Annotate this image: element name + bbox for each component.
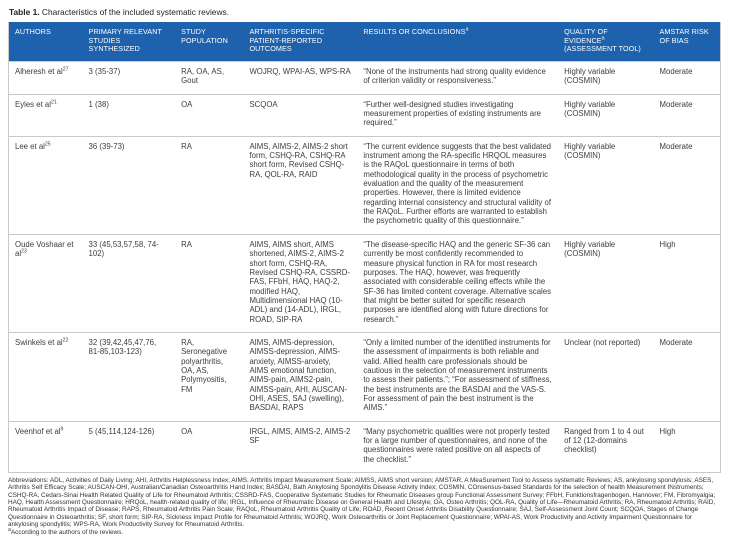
cell-author: Swinkels et $al^{22}$: [9, 332, 83, 421]
cell-population: OA: [175, 421, 243, 472]
table-row: [9, 332, 721, 421]
table-title: [9, 7, 721, 17]
table-header-row: [9, 22, 721, 61]
cell-outcomes: AIMS, AIMS short, AIMS shortened, AIMS-2, AIMS-2 short form, CSHQ-RA, Revised CSHQ-RA, CSSRD-FAS, FFbH, HAQ, HAQ-2, modified HAQ, Multidimensional HAQ (10-ADL) and (14-ADL), IRGL, ROAD, SIP-RA: [243, 234, 357, 332]
cell-amstar: Moderate: [654, 62, 721, 95]
cell-quality: Highly variable (COSMIN): [558, 234, 653, 332]
table-title-text: Characteristics of the included systematic reviews.: [41, 7, 230, 17]
cell-outcomes: IRGL, AIMS, AIMS-2, AIMS-2 SF: [243, 421, 357, 472]
footnote-text: According to the authors of the reviews.: [10, 529, 124, 537]
cell-amstar: High: [654, 234, 721, 332]
cell-results: “Only a limited number of the identified instruments for the assessment of impairments is both reliable and valid. Allied health care professionals should be cautious in the selection of measurement instruments to assess their patients.”; “For assessment of stiffness, the best instruments are the BASDAI and the VAS-S. For assessment of pain the best instrument is the AIMS.”: [357, 332, 558, 421]
cell-results: “Further well-designed studies investigating measurement properties of existing instruments are required.”: [357, 94, 558, 136]
table-title-label: Table 1.: [9, 7, 40, 17]
cell-primary-studies: 1 (38): [83, 94, 176, 136]
table-row: [9, 94, 721, 136]
cell-quality: Highly variable (COSMIN): [558, 94, 653, 136]
cell-author: Lee et $al^{25}$: [9, 136, 83, 234]
abbreviations-note: [8, 477, 721, 528]
cell-outcomes: AIMS, AIMS-2, AIMS-2 short form, CSHQ-RA, CSHQ-RA short form, Revised CSHQ-RA, QOL-RA, RAID: [243, 136, 357, 234]
footnote-marker: a: [8, 526, 11, 533]
cell-quality: Ranged from 1 to 4 out of 12 (12-domains checklist): [558, 421, 653, 472]
column-header: PRIMARY RELEVANT STUDIES SYNTHESIZED: [83, 22, 176, 61]
cell-results: “Many psychometric qualities were not properly tested for a large number of questionnaires, and none of the questionnaires were rated positive on all aspects of the checklist.”: [357, 421, 558, 472]
author-footnote: [8, 526, 721, 537]
column-header: QUALITY OF EVIDENCE$^a$ (ASSESSMENT TOOL): [558, 22, 653, 61]
column-header: RESULTS OR CONCLUSIONS$^a$: [357, 22, 558, 61]
abbreviations-text: Abbreviations: ADL, Activities of Daily Living; AHI, Arthritis Helplessness Index; AIMS, Arthritis Impact Measurement Scale; AIMSS, AIMS short version; AMSTAR, A MeaSurement Tool to Assess systematic Reviews; AS, ankylosing spondylosis; ASES, Arthritis Self Efficacy Scale; AUSCAN-OHI, Australian/Canadian Osteoarthritis Hand Index; BASDAI, Bath Ankylosing Spondylitis Disease Activity Index; COSMIN, COnsensus-based Standards for the selection of health Measurement INstruments; CSHQ-RA, Cedars-Sinai Health Related Quality of Life for Rheumatoid Arthritis; CSSRD-FAS, Cooperative Systematic Studies for Rheumatic Diseases group Functional Assessment Survey; FFbH, Funktionsfragenbogen, Hannover; FM, Fibromyalgia; HAQ, Health Assessment Questionnaire; HRQoL, health-related quality of life; IRGL, Influence of Rheumatic Disease on General Health and Lifestyle; OA, Osteo Arthritis; QOL-RA, Quality of Life—Rheumatoid Arthritis; RA, Rheumatoid Arthritis; RAID, Rheumatoid Arthritis Impact of Disease; RAPS, Rheumatoid Arthritis Pain Scale; RAQoL, Rheumatoid Arthritis Quality of Life; ROAD, Recent Onset Arthritis Disability Questionnaire; SAJ, Self-Assessment Joint Count; SCQOA, Stages of Change Questionnaire in Osteoarthritis; SF, short form; SIP-RA, Sickness Impact Profile for Rheumatoid Arthritis; WOJRQ, Work Osteoarthritis or Joint Replacement Questionnaire; WPAI-AS, Work Productivity and Activity Impairment Questionnaire for ankylosing spondylitis; WPS-RA, Work Productivity Survey for Rheumatoid Arthritis.: [8, 477, 716, 528]
cell-quality: Highly variable (COSMIN): [558, 136, 653, 234]
cell-outcomes: AIMS, AIMS-depression, AIMSS-depression, AIMS-anxiety, AIMSS-anxiety, AIMS emotional function, AIMS-pain, AIMS2-pain, AIMSS-pain, AHI, AUSCAN-OHI, ASES, SAJ (swelling), BASDAI, RAPS: [243, 332, 357, 421]
cell-amstar: Moderate: [654, 136, 721, 234]
cell-results: “The disease-specific HAQ and the generic SF-36 can currently be most confidently recommended to measure physical function in RA for most research purposes. The HAQ, however, was frequently associated with considerable ceiling effects while the SF-36 has limited content coverage. Alternative scales that might be better suited for specific research purposes are identified along with future directions for research.”: [357, 234, 558, 332]
cell-population: RA, OA, AS, Gout: [175, 62, 243, 95]
cell-population: RA: [175, 234, 243, 332]
table-header: [9, 22, 721, 61]
cell-author: Veenhof et $al^9$: [9, 421, 83, 472]
cell-amstar: Moderate: [654, 332, 721, 421]
cell-results: “The current evidence suggests that the best validated instrument among the RA-specific HRQOL measures is the RAQoL questionnaire in terms of both methodological quality in the process of psychometric evaluation and the quality of the measurement properties. However, there is limited evidence regarding internal consistency and structural validity of the RAQoL. Further efforts are warranted to establish the psychometric quality of this questionnaire.”: [357, 136, 558, 234]
cell-outcomes: WOJRQ, WPAI-AS, WPS-RA: [243, 62, 357, 95]
column-header: AMSTAR RISK OF BIAS: [654, 22, 721, 61]
cell-outcomes: SCQOA: [243, 94, 357, 136]
cell-author: Oude Voshaar et $al^{23}$: [9, 234, 83, 332]
footnotes: [8, 477, 721, 536]
table-body: [9, 62, 721, 473]
table-row: [9, 136, 721, 234]
cell-population: RA, Seronegative polyarthritis, OA, AS, Polymyositis, FM: [175, 332, 243, 421]
cell-results: “None of the instruments had strong quality evidence of criterion validity or responsiveness.”: [357, 62, 558, 95]
cell-primary-studies: 5 (45,114,124-126): [83, 421, 176, 472]
column-header: STUDY POPULATION: [175, 22, 243, 61]
cell-population: OA: [175, 94, 243, 136]
table-row: [9, 62, 721, 95]
cell-amstar: Moderate: [654, 94, 721, 136]
column-header: ARTHRITIS-SPECIFIC PATIENT-REPORTED OUTCOMES: [243, 22, 357, 61]
cell-quality: Unclear (not reported): [558, 332, 653, 421]
cell-amstar: High: [654, 421, 721, 472]
cell-primary-studies: 32 (39,42,45,47,76, 81-85,103-123): [83, 332, 176, 421]
cell-primary-studies: 3 (35-37): [83, 62, 176, 95]
cell-author: Alheresh et $al^{27}$: [9, 62, 83, 95]
cell-primary-studies: 33 (45,53,57,58, 74-102): [83, 234, 176, 332]
cell-author: Eyles et $al^{21}$: [9, 94, 83, 136]
table-row: [9, 421, 721, 472]
cell-primary-studies: 36 (39-73): [83, 136, 176, 234]
column-header: AUTHORS: [9, 22, 83, 61]
table-row: [9, 234, 721, 332]
cell-population: RA: [175, 136, 243, 234]
systematic-reviews-table: [8, 22, 721, 473]
cell-quality: Highly variable (COSMIN): [558, 62, 653, 95]
